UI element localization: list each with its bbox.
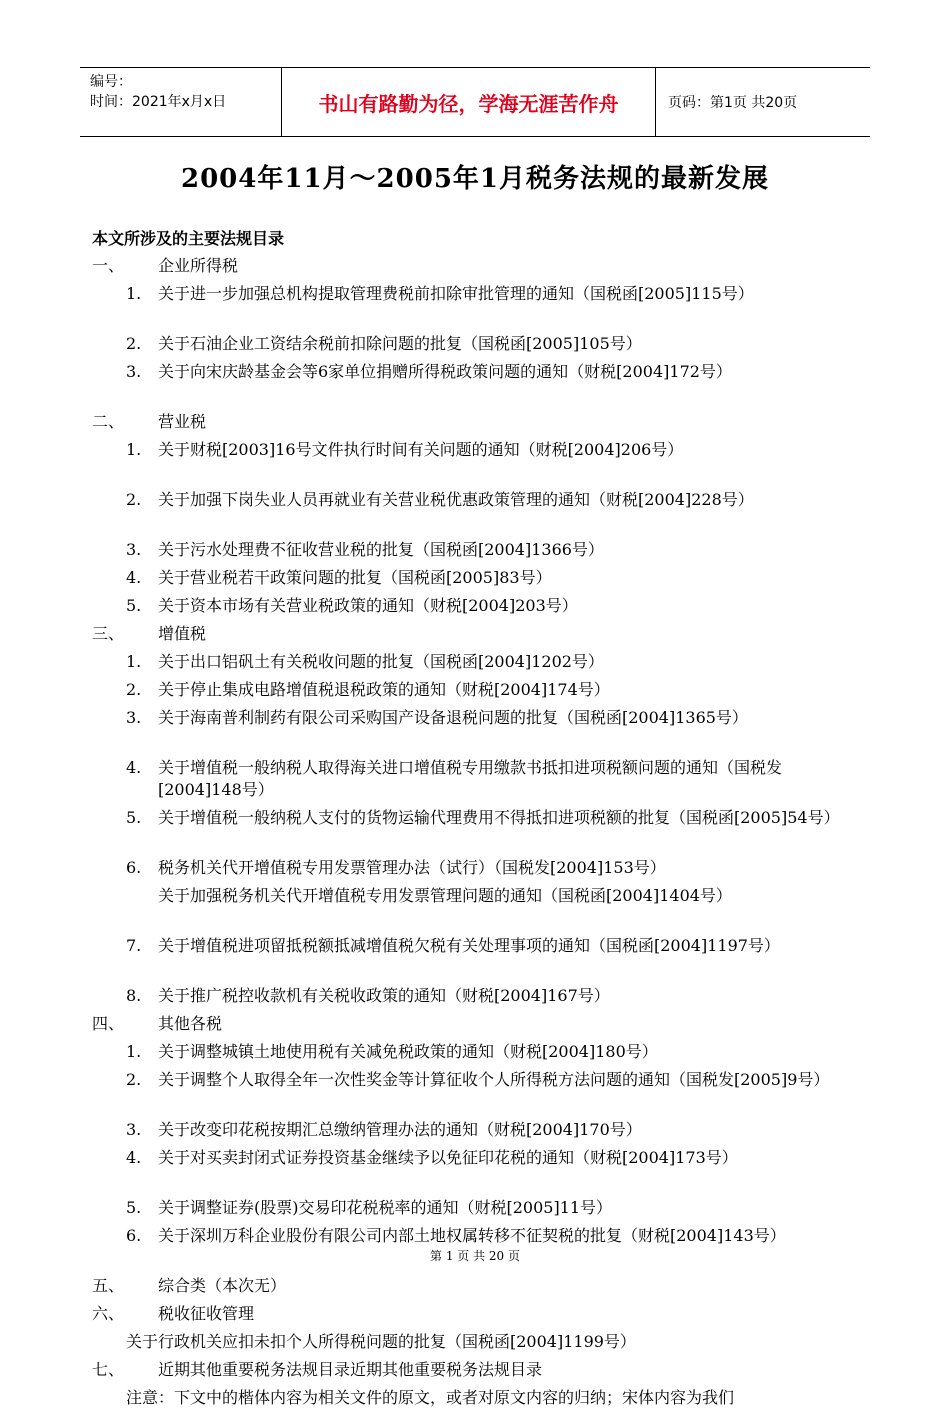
toc-list-item: [92, 436, 862, 486]
item-text: 关于调整个人取得全年一次性奖金等计算征收个人所得税方法问题的通知（国税发[2005]9号）: [158, 1070, 830, 1089]
item-text: 关于进一步加强总机构提取管理费税前扣除审批管理的通知（国税函[2005]115号）: [158, 284, 754, 303]
toc-list-item: [92, 1066, 862, 1116]
toc-list-item: [92, 704, 862, 754]
section-title: 营业税: [158, 412, 207, 431]
header-meta-cell: [80, 68, 282, 136]
toc-list-item: [92, 358, 862, 408]
toc-section: [92, 1272, 862, 1300]
header-motto: 书山有路勤为径，学海无涯苦作舟: [282, 68, 656, 136]
item-text: 关于石油企业工资结余税前扣除问题的批复（国税函[2005]105号）: [158, 334, 642, 353]
document-title: 2004年11月～2005年1月税务法规的最新发展: [181, 164, 769, 194]
item-text: 关于出口铝矾土有关税收问题的批复（国税函[2004]1202号）: [158, 652, 604, 671]
toc-section: [92, 1300, 862, 1328]
toc-list-item: [92, 486, 862, 536]
toc-list-item: [92, 1144, 862, 1194]
section-title: 企业所得税: [158, 256, 239, 275]
item-text: 关于营业税若干政策问题的批复（国税函[2005]83号）: [158, 568, 552, 587]
section-number: 三、: [92, 624, 125, 643]
header-table: [80, 67, 870, 137]
section-number: 六、: [92, 1304, 125, 1323]
toc-list-item: [92, 1038, 862, 1066]
item-number: 4.: [126, 1148, 142, 1167]
section-number: 五、: [92, 1276, 125, 1295]
toc-list-item: [92, 592, 862, 620]
toc-list-item: [92, 330, 862, 358]
item-text: 关于向宋庆龄基金会等6家单位捐赠所得税政策问题的通知（财税[2004]172号）: [158, 362, 732, 381]
toc-list-item: [92, 676, 862, 704]
item-text: 关于深圳万科企业股份有限公司内部土地权属转移不征契税的批复（财税[2004]143号）: [158, 1226, 786, 1245]
section-title: 税收征收管理: [158, 1304, 255, 1323]
item-number: 1.: [126, 440, 142, 459]
toc-list-item: [92, 648, 862, 676]
section-number: 一、: [92, 256, 125, 275]
item-text: 关于改变印花税按期汇总缴纳管理办法的通知（财税[2004]170号）: [158, 1120, 642, 1139]
item-text: 关于对买卖封闭式证券投资基金继续予以免征印花税的通知（财税[2004]173号）: [158, 1148, 738, 1167]
item-text: 关于推广税控收款机有关税收政策的通知（财税[2004]167号）: [158, 986, 610, 1005]
item-text: 税务机关代开增值税专用发票管理办法（试行）（国税发[2004]153号）: [158, 858, 666, 877]
section-number: 四、: [92, 1014, 125, 1033]
page-footer: 第 1 页 共 20 页: [430, 1249, 520, 1263]
item-number: 2.: [126, 680, 142, 699]
item-text: 关于调整证券(股票)交易印花税税率的通知（财税[2005]11号）: [158, 1198, 613, 1217]
section-number: 二、: [92, 412, 125, 431]
item-number: 1.: [126, 1042, 142, 1061]
item-number: 1.: [126, 652, 142, 671]
item-number: 2.: [126, 490, 142, 509]
toc-list-item: [92, 932, 862, 982]
toc-list-item: [92, 854, 862, 882]
toc-section: [92, 1010, 862, 1038]
item-number: 3.: [126, 708, 142, 727]
note-paragraph: 注意：下文中的楷体内容为相关文件的原文，或者对原文内容的归纳；宋体内容为我们: [126, 1388, 735, 1407]
item-text: 关于加强下岗失业人员再就业有关营业税优惠政策管理的通知（财税[2004]228号）: [158, 490, 754, 509]
item-text: 关于海南普利制药有限公司采购国产设备退税问题的批复（国税函[2004]1365号）: [158, 708, 748, 727]
document-body: [92, 226, 862, 1412]
toc-list-item: [92, 1194, 862, 1222]
item-number: 3.: [126, 362, 142, 381]
item-number: 8.: [126, 986, 142, 1005]
section-title: 其他各税: [158, 1014, 223, 1033]
toc-list-item: [92, 1116, 862, 1144]
item-number: 4.: [126, 758, 142, 777]
section-title: 增值税: [158, 624, 207, 643]
item-number: 2.: [126, 334, 142, 353]
section-number: 七、: [92, 1360, 125, 1379]
toc-list-item: [92, 882, 862, 932]
toc-list-item: [92, 536, 862, 564]
item-number: 3.: [126, 1120, 142, 1139]
toc-section: [92, 620, 862, 648]
item-text: 关于财税[2003]16号文件执行时间有关问题的通知（财税[2004]206号）: [158, 440, 684, 459]
toc-list-item: [92, 982, 862, 1010]
toc-section: [92, 252, 862, 280]
toc-list-item: [92, 804, 862, 854]
item-number: 5.: [126, 596, 142, 615]
item-text: 关于增值税一般纳税人取得海关进口增值税专用缴款书抵扣进项税额问题的通知（国税发[2004]148号）: [158, 758, 783, 799]
item-text: 关于增值税一般纳税人支付的货物运输代理费用不得抵扣进项税额的批复（国税函[2005]54号）: [158, 808, 840, 827]
section-title: 综合类（本次无）: [158, 1276, 287, 1295]
toc-list-item: [92, 280, 862, 330]
item-number: 4.: [126, 568, 142, 587]
item-number: 3.: [126, 540, 142, 559]
toc-list-item: [92, 754, 862, 804]
item-number: 5.: [126, 1198, 142, 1217]
item-text: 关于停止集成电路增值税退税政策的通知（财税[2004]174号）: [158, 680, 610, 699]
item-text: 关于增值税进项留抵税额抵减增值税欠税有关处理事项的通知（国税函[2004]1197号）: [158, 936, 780, 955]
toc-list-item: [92, 564, 862, 592]
item-number: 1.: [126, 284, 142, 303]
item-text: 关于加强税务机关代开增值税专用发票管理问题的通知（国税函[2004]1404号）: [158, 886, 732, 905]
item-number: 6.: [126, 858, 142, 877]
item-text: 关于污水处理费不征收营业税的批复（国税函[2004]1366号）: [158, 540, 604, 559]
header-page-info: 页码：第1页 共20页: [668, 95, 798, 111]
toc-section: [92, 408, 862, 436]
item-number: 6.: [126, 1226, 142, 1245]
toc-section-7: [92, 1356, 862, 1384]
document-number-label: 编号：: [90, 74, 132, 90]
item-text: 关于资本市场有关营业税政策的通知（财税[2004]203号）: [158, 596, 578, 615]
item-number: 5.: [126, 808, 142, 827]
item-number: 7.: [126, 936, 142, 955]
section-title: 近期其他重要税务法规目录近期其他重要税务法规目录: [158, 1360, 543, 1379]
document-time-label: 时间：2021年x月x日: [90, 94, 227, 110]
item-number: 2.: [126, 1070, 142, 1089]
toc-heading: 本文所涉及的主要法规目录: [92, 229, 285, 248]
sec6-list-item: [92, 1328, 862, 1356]
item-text: 关于调整城镇土地使用税有关减免税政策的通知（财税[2004]180号）: [158, 1042, 658, 1061]
sec6-item-text: 关于行政机关应扣未扣个人所得税问题的批复（国税函[2004]1199号）: [126, 1332, 636, 1351]
toc-sections: [92, 252, 862, 1328]
